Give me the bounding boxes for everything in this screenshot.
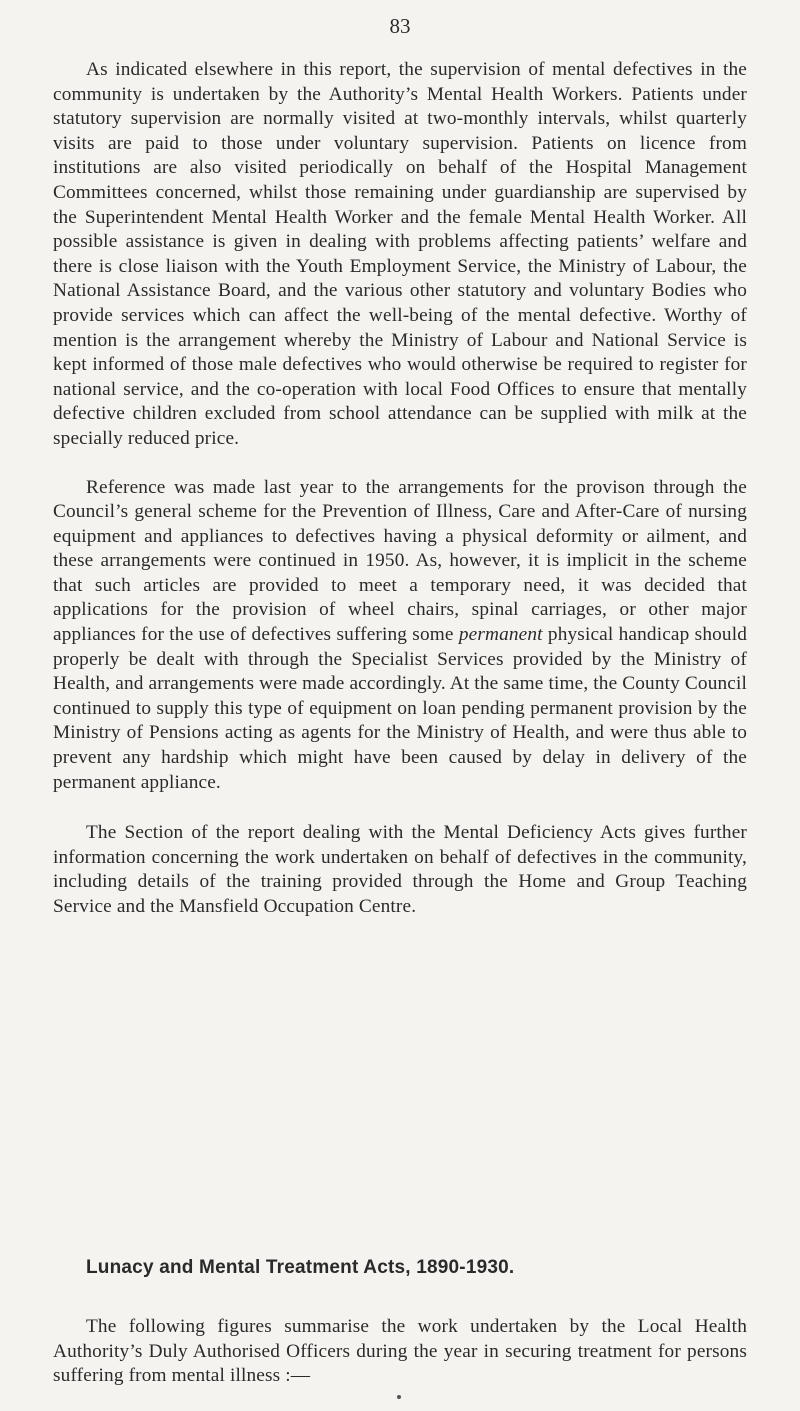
section-heading: Lunacy and Mental Treatment Acts, 1890-1930. <box>86 1257 515 1278</box>
paragraph-supervision: As indicated elsewhere in this report, the supervision of mental defectives in the community is undertaken by the Authority’s Mental Health Workers. Patients under statutory supervision are normally visited at two-monthly intervals, whilst quarterly visits are paid to those under voluntary supervision. Patients on licence from institutions are also visited periodically on behalf of the Hospital Management Committees concerned, whilst those remaining under guardianship are supervised by the Superintendent Mental Health Worker and the female Mental Health Worker. All possible assistance is given in dealing with problems affecting patients’ welfare and there is close liaison with the Youth Employment Service, the Ministry of Labour, the National Assistance Board, and the various other statutory and voluntary Bodies who provide services which can affect the well-being of the mental defective. Worthy of mention is the arrangement whereby the Ministry of Labour and National Service is kept informed of those male defectives who would otherwise be required to register for national service, and the co-operation with local Food Offices to ensure that mentally defective children excluded from school attendance can be supplied with milk at the specially reduced price. <box>53 59 747 449</box>
page-number: 83 <box>389 14 411 38</box>
paragraph-appliances-end: physical handicap should properly be dealt with through the Specialist Services provided by the Ministry of Health, and arrangements were made accordingly. At the same time, the County Council continued to supply this type of equipment on loan pending permanent provision by the Ministry of Pensions acting as agents for the Ministry of Health, and were thus able to prevent any hardship which might have been caused by delay in delivery of the permanent appliance. <box>53 624 748 793</box>
section-body <box>53 1315 747 1389</box>
paragraph-mental-deficiency-acts: The Section of the report dealing with the Mental Deficiency Acts gives further information concerning the work undertaken on behalf of defectives in the community, including details of the training provided through the Home and Group Teaching Service and the Mansfield Occupation Centre. <box>53 822 747 917</box>
paragraph-appliances-start: Reference was made last year to the arrangements for the provison through the Council’s general scheme for the Prevention of Illness, Care and After-Care of nursing equipment and appliances to defectives having a physical deformity or ailment, and these arrangements were continued in 1950. As, however, it is implicit in the scheme that such articles are provided to meet a temporary need, it was decided that applications for the provision of wheel chairs, spinal carriages, or other major appliances for the use of defectives suffering some <box>53 476 747 646</box>
paragraph-appliances <box>53 476 747 796</box>
page-speck <box>397 1395 401 1399</box>
emphasis-permanent: permanent <box>458 624 543 646</box>
paragraph-figures-intro: The following figures summarise the work undertaken by the Local Health Authority’s Duly Authorised Officers during the year in securing treatment for persons suffering from mental illness :— <box>53 1316 747 1387</box>
body-text <box>53 58 747 920</box>
